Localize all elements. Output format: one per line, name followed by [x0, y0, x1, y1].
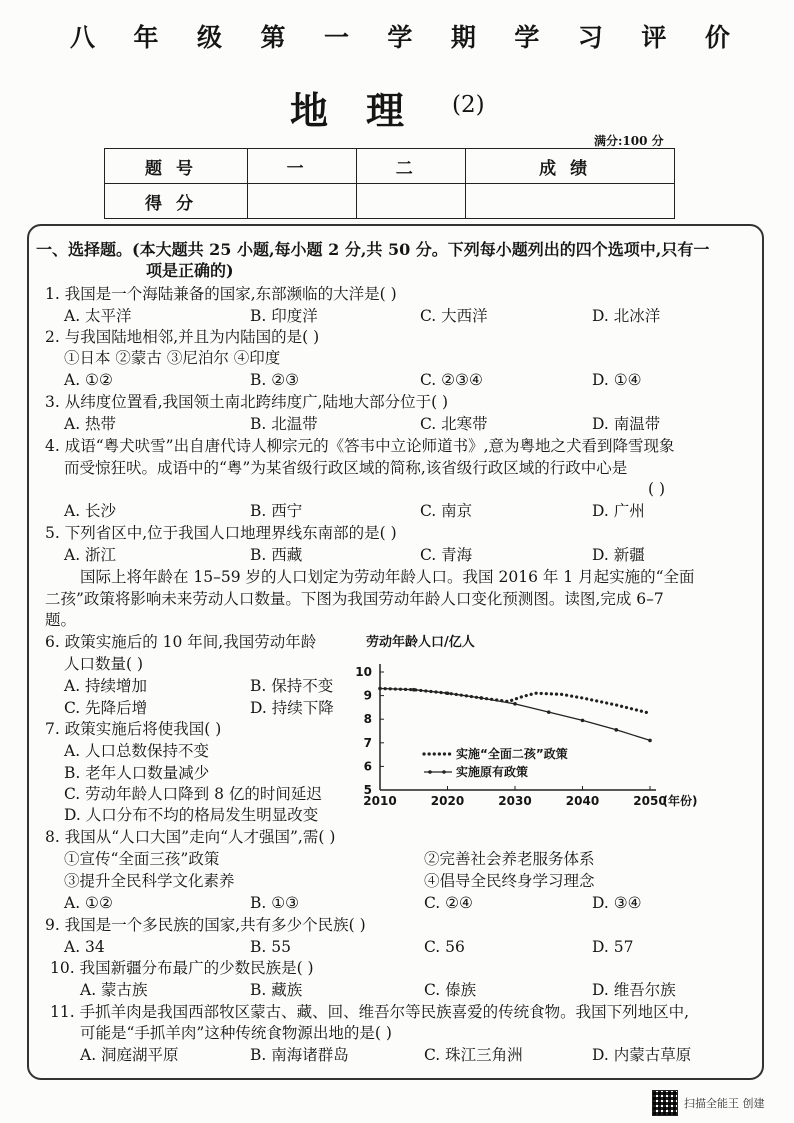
- q10-stem: 10. 我国新疆分布最广的少数民族是( ): [50, 959, 314, 977]
- q5-option-d[interactable]: D. 新疆: [592, 546, 645, 564]
- score-header-total: 成绩: [466, 149, 675, 184]
- q7-option-d[interactable]: D. 人口分布不均的格局发生明显改变: [64, 806, 319, 824]
- scanner-watermark: [652, 1090, 765, 1116]
- q11-stem-cont: 可能是“手抓羊肉”这种传统食物源出地的是( ): [80, 1024, 392, 1042]
- passage-line-1: 国际上将年龄在 15–59 岁的人口划定为劳动年龄人口。我国 2016 年 1 月起实施的“全面: [80, 568, 695, 586]
- score-header-label: 题号: [105, 149, 248, 184]
- q4-stem-cont: 而受惊狂吠。成语中的“粤”为某省级行政区域的简称,该省级行政区域的行政中心是: [64, 459, 628, 477]
- q3-stem: 3. 从纬度位置看,我国领土南北跨纬度广,陆地大部分位于( ): [45, 393, 449, 411]
- series-point-original: [581, 719, 585, 723]
- score-header-part2: 二: [357, 149, 466, 184]
- labor-population-chart: [355, 628, 710, 828]
- full-score: 满分:100 分: [594, 134, 664, 148]
- q2-option-b[interactable]: B. ②③: [250, 371, 300, 389]
- q6-option-a[interactable]: A. 持续增加: [64, 677, 148, 695]
- q10-option-a[interactable]: A. 蒙古族: [80, 981, 148, 999]
- legend-dot-original: [428, 770, 432, 774]
- title-char: 一: [323, 23, 349, 52]
- x-tick-label: 2040: [565, 794, 600, 808]
- q11-option-b[interactable]: B. 南海诸群岛: [250, 1046, 349, 1064]
- q8-item-2: ②完善社会养老服务体系: [424, 850, 595, 868]
- y-tick-label: 10: [355, 665, 372, 679]
- q2-items: ①日本 ②蒙古 ③尼泊尔 ④印度: [64, 349, 281, 367]
- q9-option-a[interactable]: A. 34: [64, 938, 105, 956]
- q2-option-d[interactable]: D. ①④: [592, 371, 642, 389]
- q1-stem: 1. 我国是一个海陆兼备的国家,东部濒临的大洋是( ): [45, 285, 397, 303]
- q1-option-d[interactable]: D. 北冰洋: [592, 307, 661, 325]
- q3-option-a[interactable]: A. 热带: [64, 415, 117, 433]
- series-point-original: [648, 739, 652, 743]
- series-point-original: [479, 696, 483, 700]
- q8-stem: 8. 我国从“人口大国”走向“人才强国”,需( ): [45, 828, 336, 846]
- q4-option-b[interactable]: B. 西宁: [250, 502, 303, 520]
- q11-option-d[interactable]: D. 内蒙古草原: [592, 1046, 692, 1064]
- q5-stem: 5. 下列省区中,位于我国人口地理界线东南部的是( ): [45, 524, 397, 542]
- q9-option-d[interactable]: D. 57: [592, 938, 634, 956]
- score-cell-part1[interactable]: [248, 184, 357, 219]
- title-char: 级: [196, 23, 222, 52]
- watermark-text: 扫描全能王 创建: [684, 1097, 765, 1110]
- chart-title: 劳动年龄人口/亿人: [366, 635, 475, 650]
- title-char: 学: [387, 23, 413, 52]
- title-char: 八: [70, 23, 96, 52]
- q7-option-a[interactable]: A. 人口总数保持不变: [64, 742, 210, 760]
- q8-item-3: ③提升全民科学文化素养: [64, 872, 235, 890]
- y-tick-label: 6: [363, 759, 372, 774]
- y-tick-label: 5: [363, 783, 372, 797]
- series-line-policy: [380, 689, 650, 714]
- series-point-original: [513, 702, 517, 706]
- q3-option-b[interactable]: B. 北温带: [250, 415, 318, 433]
- title-char: 第: [260, 23, 286, 52]
- score-row-label: 得分: [105, 184, 248, 219]
- q11-stem: 11. 手抓羊肉是我国西部牧区蒙古、藏、回、维吾尔等民族喜爱的传统食物。我国下列地区中,: [50, 1003, 690, 1021]
- q2-option-c[interactable]: C. ②③④: [420, 371, 483, 389]
- q7-option-b[interactable]: B. 老年人口数量减少: [64, 764, 210, 782]
- title-char: 习: [577, 23, 603, 52]
- x-tick-label: 2010: [363, 794, 397, 808]
- score-header-part1: 一: [248, 149, 357, 184]
- q3-option-d[interactable]: D. 南温带: [592, 415, 661, 433]
- title-char: 学: [514, 23, 540, 52]
- q4-option-a[interactable]: A. 长沙: [64, 502, 117, 520]
- q8-item-4: ④倡导全民终身学习理念: [424, 872, 595, 890]
- exam-title: [70, 18, 730, 54]
- q10-option-b[interactable]: B. 藏族: [250, 981, 303, 999]
- score-cell-total[interactable]: [466, 184, 675, 219]
- q4-stem: 4. 成语“粤犬吠雪”出自唐代诗人柳宗元的《答韦中立论师道书》,意为粤地之犬看到降雪现象: [45, 437, 675, 455]
- volume-label: (2): [452, 92, 485, 118]
- x-tick-label: 2030: [498, 794, 532, 808]
- score-table: [104, 148, 675, 219]
- legend-label-original: 实施原有政策: [456, 765, 529, 779]
- score-cell-part2[interactable]: [357, 184, 466, 219]
- q1-option-b[interactable]: B. 印度洋: [250, 307, 318, 325]
- q5-option-b[interactable]: B. 西藏: [250, 546, 303, 564]
- series-line-original: [380, 689, 650, 741]
- x-axis-label: (年份): [662, 794, 698, 808]
- q8-option-b[interactable]: B. ①③: [250, 894, 300, 912]
- q5-option-a[interactable]: A. 浙江: [64, 546, 117, 564]
- title-char: 评: [641, 23, 667, 52]
- q11-option-c[interactable]: C. 珠江三角洲: [424, 1046, 523, 1064]
- q9-option-c[interactable]: C. 56: [424, 938, 465, 956]
- q3-option-c[interactable]: C. 北寒带: [420, 415, 488, 433]
- q6-stem-cont: 人口数量( ): [64, 655, 144, 673]
- q6-stem: 6. 政策实施后的 10 年间,我国劳动年龄: [45, 633, 317, 651]
- q4-option-c[interactable]: C. 南京: [420, 502, 473, 520]
- q2-stem: 2. 与我国陆地相邻,并且为内陆国的是( ): [45, 328, 320, 346]
- passage-line-3: 题。: [45, 611, 77, 629]
- q8-item-1: ①宣传“全面三孩”政策: [64, 850, 220, 868]
- chart-svg: [355, 628, 710, 828]
- title-char: 期: [450, 23, 476, 52]
- title-char: 年: [133, 23, 159, 52]
- q1-option-a[interactable]: A. 太平洋: [64, 307, 132, 325]
- series-point-original: [446, 691, 450, 695]
- q7-stem: 7. 政策实施后将使我国( ): [45, 720, 222, 738]
- qr-code-icon: [652, 1090, 678, 1116]
- q7-option-c[interactable]: C. 劳动年龄人口降到 8 亿的时间延迟: [64, 785, 322, 803]
- section-heading-cont: 项是正确的): [146, 261, 234, 280]
- q9-stem: 9. 我国是一个多民族的国家,共有多少个民族( ): [45, 916, 366, 934]
- q2-option-a[interactable]: A. ①②: [64, 371, 113, 389]
- y-tick-label: 7: [363, 735, 372, 750]
- q6-option-d[interactable]: D. 持续下降: [250, 699, 334, 717]
- passage-line-2: 二孩”政策将影响未来劳动人口数量。下图为我国劳动年龄人口变化预测图。读图,完成 6–7: [45, 590, 664, 608]
- series-point-original: [614, 728, 618, 732]
- y-tick-label: 9: [363, 688, 372, 703]
- q9-option-b[interactable]: B. 55: [250, 938, 291, 956]
- title-char: 价: [704, 23, 730, 52]
- section-heading: 一、选择题。(本大题共 25 小题,每小题 2 分,共 50 分。下列每小题列出的四个选项中,只有一: [36, 240, 710, 259]
- x-tick-label: 2050: [633, 794, 667, 808]
- q10-option-d[interactable]: D. 维吾尔族: [592, 981, 676, 999]
- x-tick-label: 2020: [430, 794, 465, 808]
- legend-dot-original: [442, 770, 446, 774]
- legend-label-policy: 实施“全面二孩”政策: [456, 747, 568, 761]
- q1-option-c[interactable]: C. 大西洋: [420, 307, 488, 325]
- q4-answer-bracket[interactable]: ( ): [648, 480, 666, 498]
- series-point-original: [412, 688, 416, 692]
- q10-option-c[interactable]: C. 傣族: [424, 981, 477, 999]
- subject-title: 地理: [290, 88, 443, 133]
- series-point-original: [378, 687, 382, 691]
- q8-option-d[interactable]: D. ③④: [592, 894, 642, 912]
- y-tick-label: 8: [363, 712, 372, 727]
- q5-option-c[interactable]: C. 青海: [420, 546, 473, 564]
- q6-option-c[interactable]: C. 先降后增: [64, 699, 148, 717]
- series-point-original: [547, 710, 551, 714]
- q6-option-b[interactable]: B. 保持不变: [250, 677, 334, 695]
- q8-option-a[interactable]: A. ①②: [64, 894, 113, 912]
- q8-option-c[interactable]: C. ②④: [424, 894, 473, 912]
- q4-option-d[interactable]: D. 广州: [592, 502, 645, 520]
- q11-option-a[interactable]: A. 洞庭湖平原: [80, 1046, 179, 1064]
